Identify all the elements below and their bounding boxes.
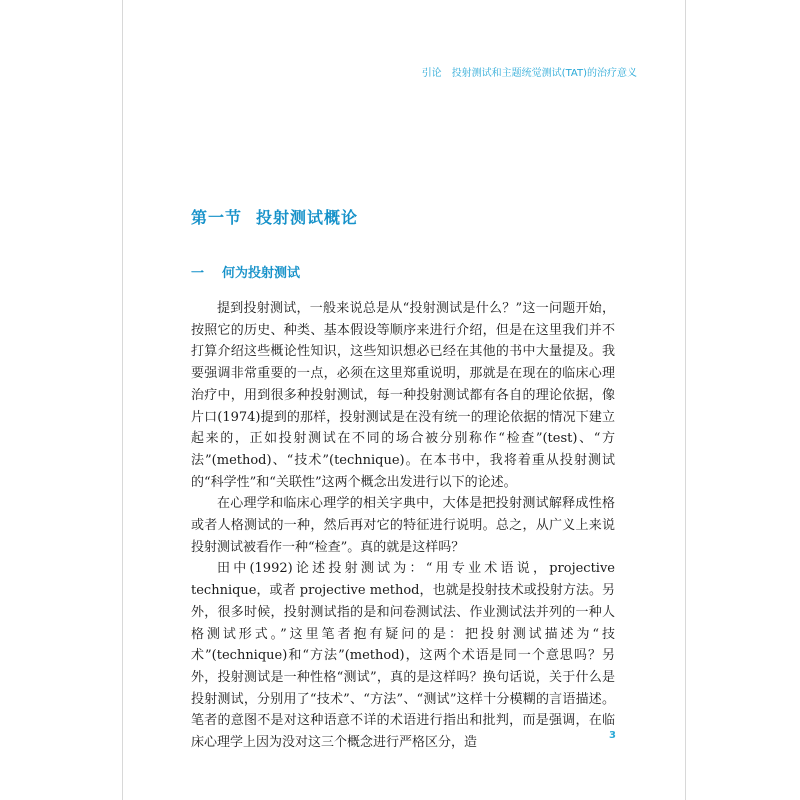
body-text xyxy=(191,298,615,754)
paragraph: 田中(1992)论述投射测试为：“用专业术语说，projective technique，或者 projective method，也就是投射技术或投射方法。另外，很多时候，投射测试指的是和问卷测试法、作业测试法并列的一种人格测试形式。”这里笔者抱有疑问的是：把投射测试描述为“技术”(technique)和“方法”(method)，这两个术语是同一个意思吗？另外，投射测试是一种性格“测试”，真的是这样吗？换句话说，关于什么是投射测试，分别用了“技术”、“方法”、“测试”这样十分模糊的言语描述。笔者的意图不是对这种语意不详的术语进行指出和批判，而是强调，在临床心理学上因为没对这三个概念进行严格区分，造 xyxy=(191,561,615,751)
page-number: 3 xyxy=(609,730,616,741)
subsection-number: 一 xyxy=(191,266,205,281)
section-title: 投射测试概论 xyxy=(256,208,359,227)
paragraph: 提到投射测试，一般来说总是从“投射测试是什么？”这一问题开始，按照它的历史、种类、基本假设等顺序来进行介绍，但是在这里我们并不打算介绍这些概论性知识，这些知识想必已经在其他的书中大量提及。我要强调非常重要的一点，必须在这里郑重说明，那就是在现在的临床心理治疗中，用到很多种投射测试，每一种投射测试都有各自的理论依据，像片口(1974)提到的那样，投射测试是在没有统一的理论依据的情况下建立起来的，正如投射测试在不同的场合被分别称作“检查”(test)、“方法”(method)、“技术”(technique)。在本书中，我将着重从投射测试的“科学性”和“关联性”这两个概念出发进行以下的论述。 xyxy=(191,301,615,490)
running-header xyxy=(422,64,637,79)
section-number: 第一节 xyxy=(191,208,243,227)
running-header-chapter: 引论 xyxy=(421,68,442,79)
subsection-title: 何为投射测试 xyxy=(222,266,301,281)
subsection-heading xyxy=(191,262,300,281)
section-heading xyxy=(191,205,358,228)
running-header-title: 投射测试和主题统觉测试(TAT)的治疗意义 xyxy=(451,68,637,79)
book-page xyxy=(122,0,686,800)
paragraph: 在心理学和临床心理学的相关字典中，大体是把投射测试解释成性格或者人格测试的一种，然后再对它的特征进行说明。总之，从广义上来说投射测试被看作一种“检查”。真的就是这样吗？ xyxy=(191,496,615,555)
